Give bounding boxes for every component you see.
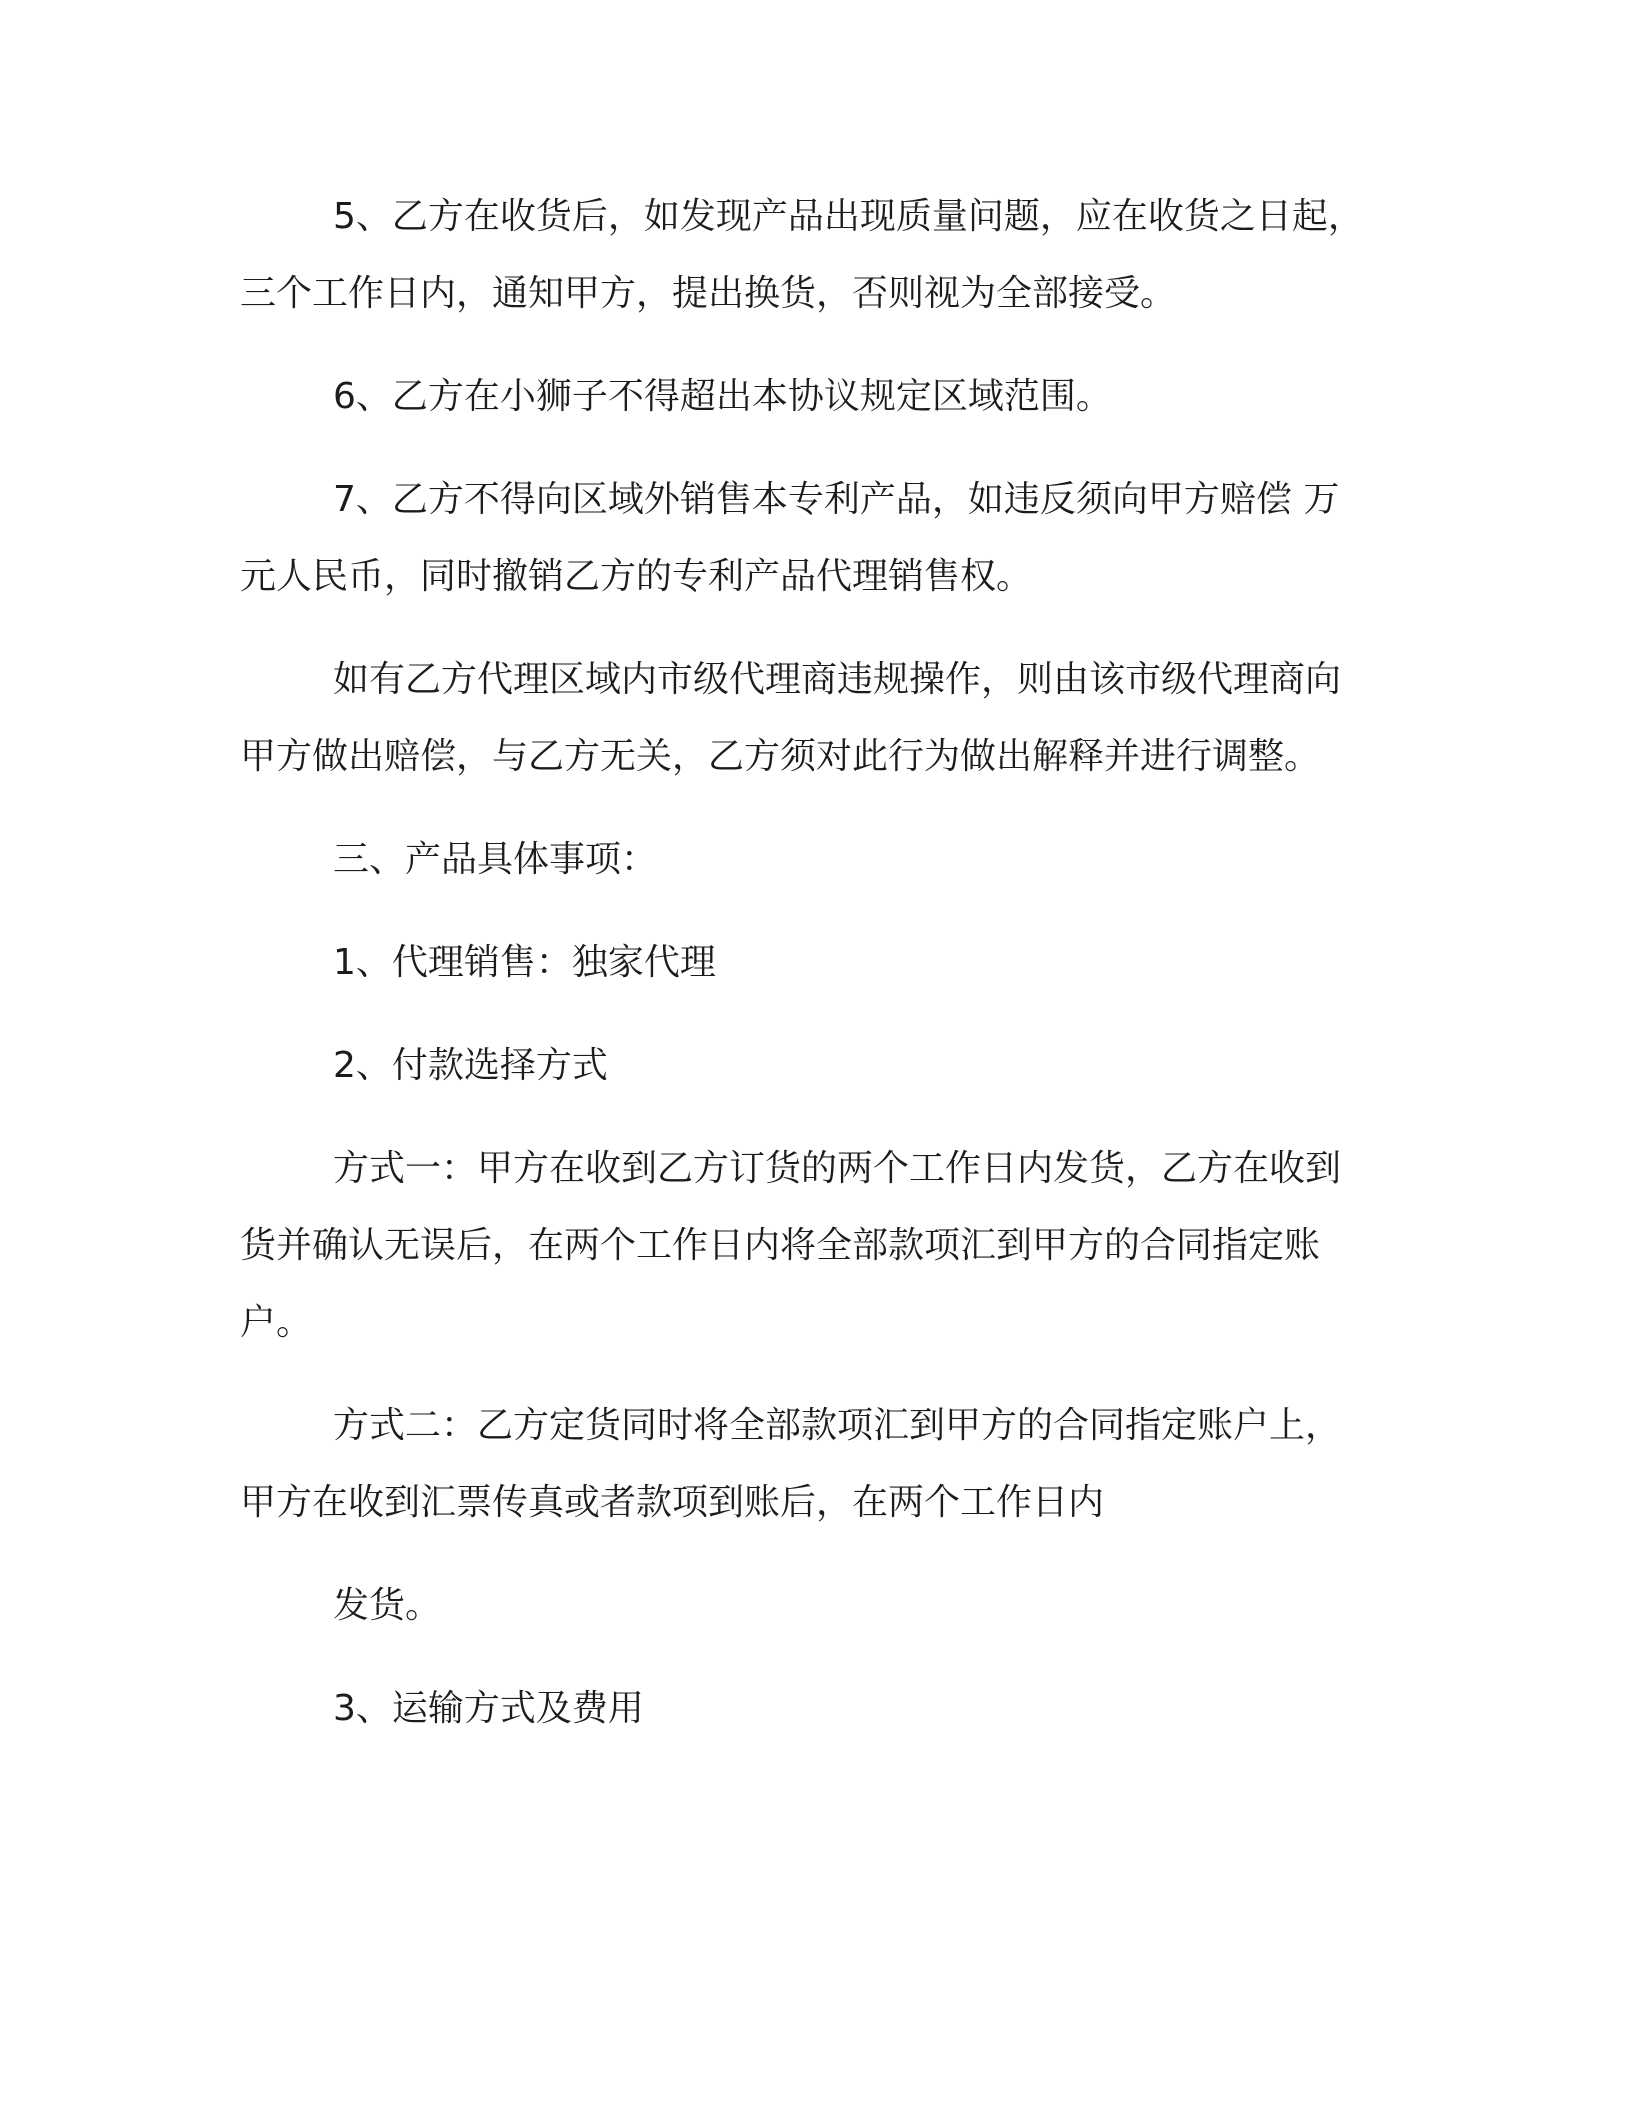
text-line: 三、产品具体事项： xyxy=(333,839,658,880)
paragraph-payment-method-1 xyxy=(240,1130,1392,1361)
text-line: 如有乙方代理区域内市级代理商违规操作，则由该市级代理商向 xyxy=(333,659,1342,700)
text-line: 6、乙方在小狮子不得超出本协议规定区域范围。 xyxy=(333,376,1112,417)
paragraph-delivery xyxy=(240,1567,1392,1644)
paragraph-payment-method-2 xyxy=(240,1387,1392,1541)
text-line: 甲方在收到汇票传真或者款项到账后，在两个工作日内 xyxy=(240,1482,1105,1523)
text-line: 三个工作日内，通知甲方，提出换货，否则视为全部接受。 xyxy=(240,273,1177,314)
text-line: 7、乙方不得向区域外销售本专利产品，如违反须向甲方赔偿 万 xyxy=(333,479,1340,520)
text-line: 元人民币，同时撤销乙方的专利产品代理销售权。 xyxy=(240,556,1033,597)
paragraph-item-2 xyxy=(240,1027,1392,1104)
paragraph-clause-5 xyxy=(240,178,1392,332)
text-line: 5、乙方在收货后，如发现产品出现质量问题，应在收货之日起， xyxy=(333,196,1364,237)
paragraph-clause-6 xyxy=(240,358,1392,435)
text-line: 户。 xyxy=(240,1302,313,1343)
text-line: 3、运输方式及费用 xyxy=(333,1688,644,1729)
paragraph-clause-7 xyxy=(240,461,1392,615)
paragraph-item-3 xyxy=(240,1670,1392,1747)
text-line: 甲方做出赔偿，与乙方无关，乙方须对此行为做出解释并进行调整。 xyxy=(240,736,1321,777)
text-line: 方式一：甲方在收到乙方订货的两个工作日内发货，乙方在收到 xyxy=(333,1148,1342,1189)
text-line: 货并确认无误后，在两个工作日内将全部款项汇到甲方的合同指定账 xyxy=(240,1225,1321,1266)
paragraph-violation-note xyxy=(240,641,1392,795)
text-line: 1、代理销售：独家代理 xyxy=(333,942,716,983)
text-line: 发货。 xyxy=(333,1585,442,1626)
text-line: 方式二：乙方定货同时将全部款项汇到甲方的合同指定账户上， xyxy=(333,1405,1342,1446)
text-line: 2、付款选择方式 xyxy=(333,1045,608,1086)
paragraph-item-1 xyxy=(240,924,1392,1001)
section-heading-product-items xyxy=(240,821,1392,898)
